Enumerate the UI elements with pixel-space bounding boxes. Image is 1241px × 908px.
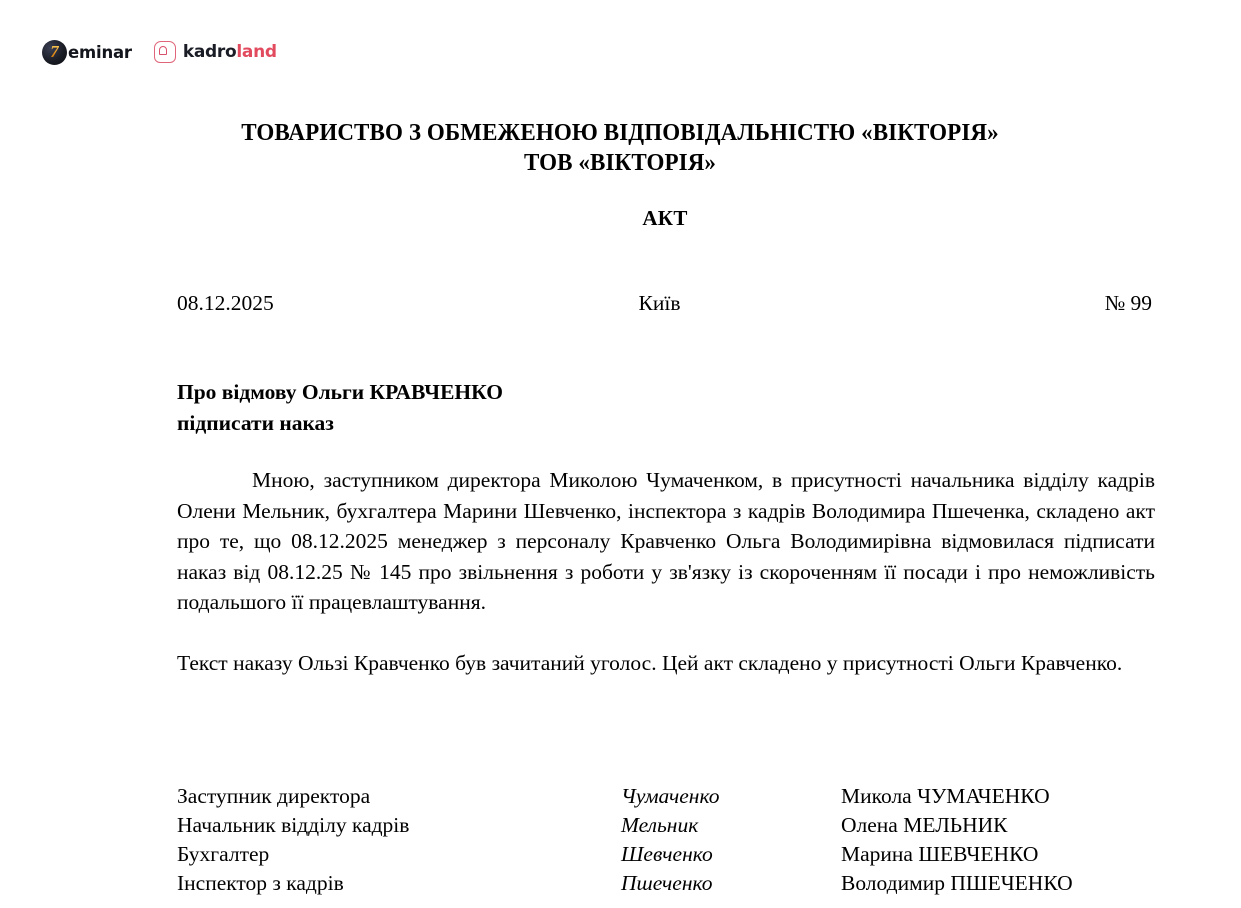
signatory-signature: Пшеченко (621, 871, 713, 895)
kadroland-logo-text-accent: land (236, 42, 277, 62)
kadroland-logo[interactable] (154, 41, 277, 63)
branding-logo-bar (42, 36, 277, 68)
signatory-name: Олена МЕЛЬНИК (841, 813, 1008, 837)
signature-row (177, 782, 1155, 811)
organization-title-line-1: ТОВАРИСТВО З ОБМЕЖЕНОЮ ВІДПОВІДАЛЬНІСТЮ «ВІКТОРІЯ» (241, 119, 999, 146)
kadroland-logo-text-dark: kadro (182, 42, 237, 62)
signatory-position: Начальник відділу кадрів (177, 813, 410, 837)
signatory-name: Володимир ПШЕЧЕНКО (841, 871, 1073, 895)
document-subject-line-2: підписати наказ (177, 411, 334, 435)
signatory-position: Інспектор з кадрів (177, 871, 344, 895)
seminar-logo[interactable] (42, 40, 132, 65)
seminar-circle-logo-icon (42, 40, 67, 65)
document-meta-row (177, 291, 1152, 317)
organization-title (150, 118, 1090, 178)
signatory-signature: Шевченко (621, 842, 713, 866)
signatory-position: Заступник директора (177, 784, 371, 808)
signatory-position: Бухгалтер (177, 842, 270, 866)
signatory-signature: Мельник (621, 813, 699, 837)
seminar-logo-text: eminar (68, 42, 132, 62)
signature-row (177, 811, 1155, 840)
document-type-heading: АКТ (642, 206, 688, 230)
signatory-name: Микола ЧУМАЧЕНКО (841, 784, 1050, 808)
signature-row (177, 840, 1155, 869)
document-subject (177, 377, 817, 439)
signatory-signature: Чумаченко (621, 784, 720, 808)
signature-row (177, 869, 1155, 898)
organization-title-line-2: ТОВ «ВІКТОРІЯ» (523, 149, 717, 176)
signatory-name: Марина ШЕВЧЕНКО (841, 842, 1039, 866)
body-paragraph-1: Мною, заступником директора Миколою Чумаченком, в присутності начальника відділу кадрів Олени Мельник, бухгалтера Марини Шевченко, інспектора з кадрів Володимира Пшеченка, складено акт про те, що 08.12.2025 менеджер з персоналу Кравченко Ольга Володимирівна відмовилася підписати наказ від 08.12.25 № 145 про звільнення з роботи у зв'язку із скороченням її посади і про неможливість подальшого її працевлаштування. (177, 468, 1155, 614)
document-number: № 99 (1104, 291, 1152, 315)
document-city: Київ (638, 291, 681, 315)
body-paragraph-2: Текст наказу Ользі Кравченко був зачитаний уголос. Цей акт складено у присутності Ольги Кравченко. (177, 650, 1123, 675)
kadroland-logo-text (183, 42, 277, 62)
document-subject-line-1: Про відмову Ольги КРАВЧЕНКО (177, 380, 503, 404)
kadroland-house-icon (154, 41, 176, 63)
signature-block (177, 782, 1155, 898)
seminar-logo-digit: 7 (50, 41, 59, 61)
document-body (177, 465, 1155, 678)
document-date: 08.12.2025 (177, 291, 274, 315)
